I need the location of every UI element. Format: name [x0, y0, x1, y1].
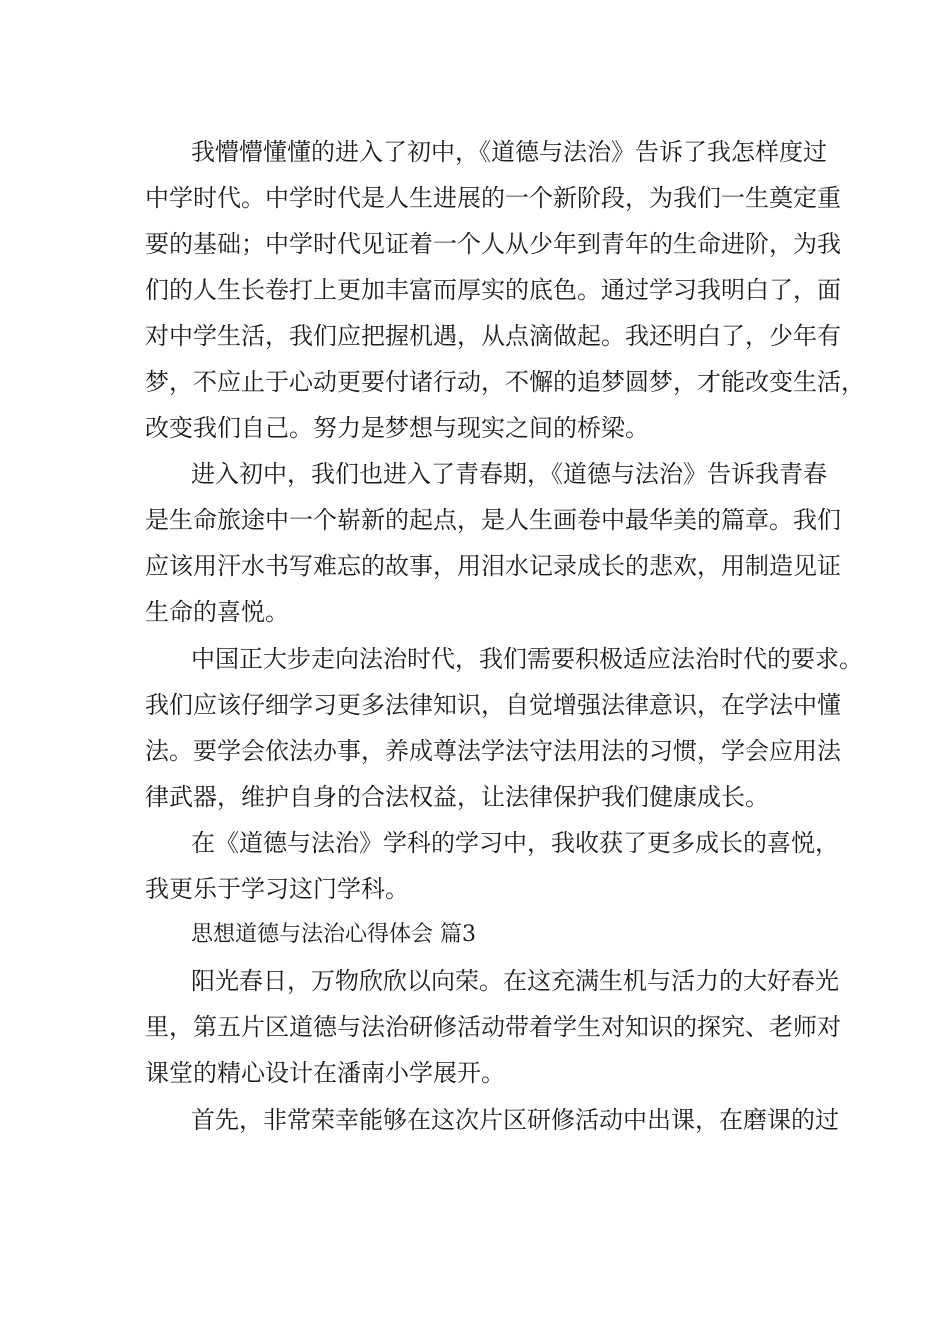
paragraph-1-line-2: 中学时代。中学时代是人生进展的一个新阶段，为我们一生奠定重	[145, 184, 841, 212]
paragraph-1-line-4: 们的人生长卷打上更加丰富而厚实的底色。通过学习我明白了，面	[145, 276, 841, 304]
paragraph-3-line-1: 中国正大步走向法治时代，我们需要积极适应法治时代的要求。	[191, 645, 863, 673]
paragraph-1-line-5: 对中学生活，我们应把握机遇，从点滴做起。我还明白了，少年有	[145, 322, 841, 350]
paragraph-2-line-3: 应该用汗水书写难忘的故事，用泪水记录成长的悲欢，用制造见证	[145, 552, 841, 580]
section-heading: 思想道德与法治心得体会 篇3	[191, 922, 476, 947]
paragraph-3-line-4: 律武器，维护自身的合法权益，让法律保护我们健康成长。	[145, 783, 769, 811]
paragraph-2-line-4: 生命的喜悦。	[145, 598, 289, 626]
paragraph-5-line-3: 课堂的精心设计在潘南小学展开。	[145, 1059, 505, 1087]
paragraph-6-line-1: 首先，非常荣幸能够在这次片区研修活动中出课，在磨课的过	[191, 1106, 839, 1134]
paragraph-1-line-3: 要的基础；中学时代见证着一个人从少年到青年的生命进阶，为我	[145, 230, 841, 258]
paragraph-3-line-3: 法。要学会依法办事，养成尊法学法守法用法的习惯，学会应用法	[145, 737, 841, 765]
paragraph-2-line-2: 是生命旅途中一个崭新的起点，是人生画卷中最华美的篇章。我们	[145, 506, 841, 534]
paragraph-4-line-1: 在《道德与法治》学科的学习中，我收获了更多成长的喜悦，	[191, 829, 839, 857]
paragraph-4-line-2: 我更乐于学习这门学科。	[145, 875, 409, 903]
paragraph-1-line-1: 我懵懵懂懂的进入了初中，《道德与法治》告诉了我怎样度过	[191, 138, 827, 166]
paragraph-1-line-7: 改变我们自己。努力是梦想与现实之间的桥梁。	[145, 414, 649, 442]
paragraph-5-line-2: 里，第五片区道德与法治研修活动带着学生对知识的探究、老师对	[145, 1013, 841, 1041]
paragraph-5-line-1: 阳光春日，万物欣欣以向荣。在这充满生机与活力的大好春光	[191, 967, 839, 995]
paragraph-1-line-6: 梦，不应止于心动更要付诸行动，不懈的追梦圆梦，才能改变生活，	[145, 368, 865, 396]
paragraph-2-line-1: 进入初中，我们也进入了青春期，《道德与法治》告诉我青春	[191, 460, 827, 488]
paragraph-3-line-2: 我们应该仔细学习更多法律知识，自觉增强法律意识，在学法中懂	[145, 691, 841, 719]
